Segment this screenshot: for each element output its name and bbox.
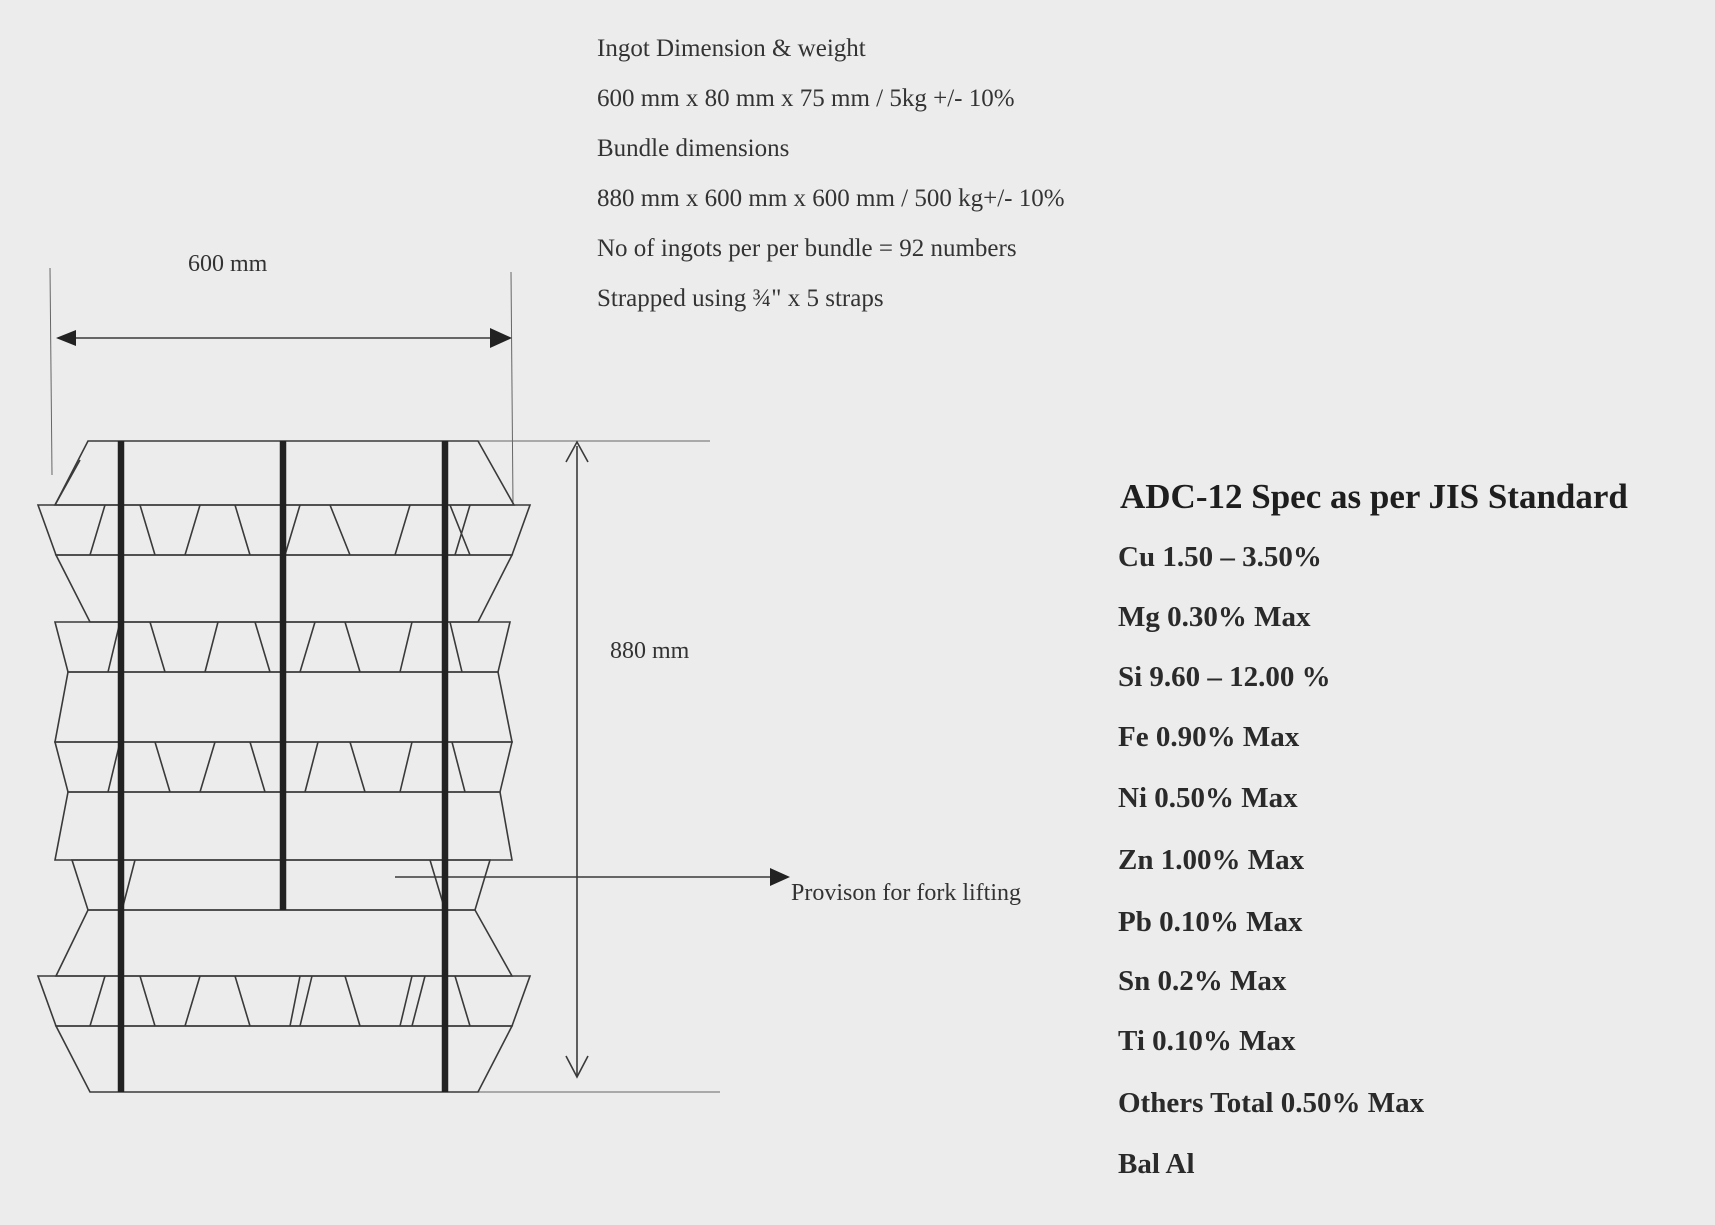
spec-item-others: Others Total 0.50% Max (1118, 1087, 1425, 1119)
info-line-ingot-heading: Ingot Dimension & weight (597, 35, 866, 62)
info-line-bundle-heading: Bundle dimensions (597, 135, 790, 162)
height-dimension-label: 880 mm (610, 638, 690, 664)
spec-item-si: Si 9.60 – 12.00 % (1118, 661, 1331, 693)
width-extension-line-left (50, 268, 52, 475)
fork-lifting-label: Provison for fork lifting (791, 880, 1021, 906)
spec-item-balance: Bal Al (1118, 1148, 1195, 1180)
spec-item-mg: Mg 0.30% Max (1118, 601, 1311, 633)
spec-item-pb: Pb 0.10% Max (1118, 906, 1303, 938)
ingot-layer-6-detail (108, 742, 465, 792)
info-line-bundle-dimensions: 880 mm x 600 mm x 600 mm / 500 kg+/- 10% (597, 185, 1065, 212)
info-line-ingot-count: No of ingots per per bundle = 92 numbers (597, 235, 1017, 262)
width-dimension-label: 600 mm (188, 251, 268, 277)
spec-item-sn: Sn 0.2% Max (1118, 965, 1287, 997)
spec-item-ni: Ni 0.50% Max (1118, 782, 1298, 814)
spec-item-ti: Ti 0.10% Max (1118, 1025, 1296, 1057)
spec-item-cu: Cu 1.50 – 3.50% (1118, 541, 1322, 573)
arrow-right-icon (490, 328, 512, 348)
spec-item-fe: Fe 0.90% Max (1118, 721, 1300, 753)
width-extension-line-right (511, 272, 513, 505)
spec-item-zn: Zn 1.00% Max (1118, 844, 1305, 876)
spec-title: ADC-12 Spec as per JIS Standard (1120, 477, 1628, 516)
ingot-layer-10 (38, 976, 530, 1026)
ingot-layer-10-detail (90, 976, 470, 1026)
arrow-left-icon (56, 330, 76, 346)
fork-arrow-icon (770, 868, 790, 886)
info-line-ingot-dimensions: 600 mm x 80 mm x 75 mm / 5kg +/- 10% (597, 85, 1015, 112)
info-line-straps: Strapped using ¾" x 5 straps (597, 285, 884, 312)
ingot-layer-1-detail (55, 460, 80, 505)
